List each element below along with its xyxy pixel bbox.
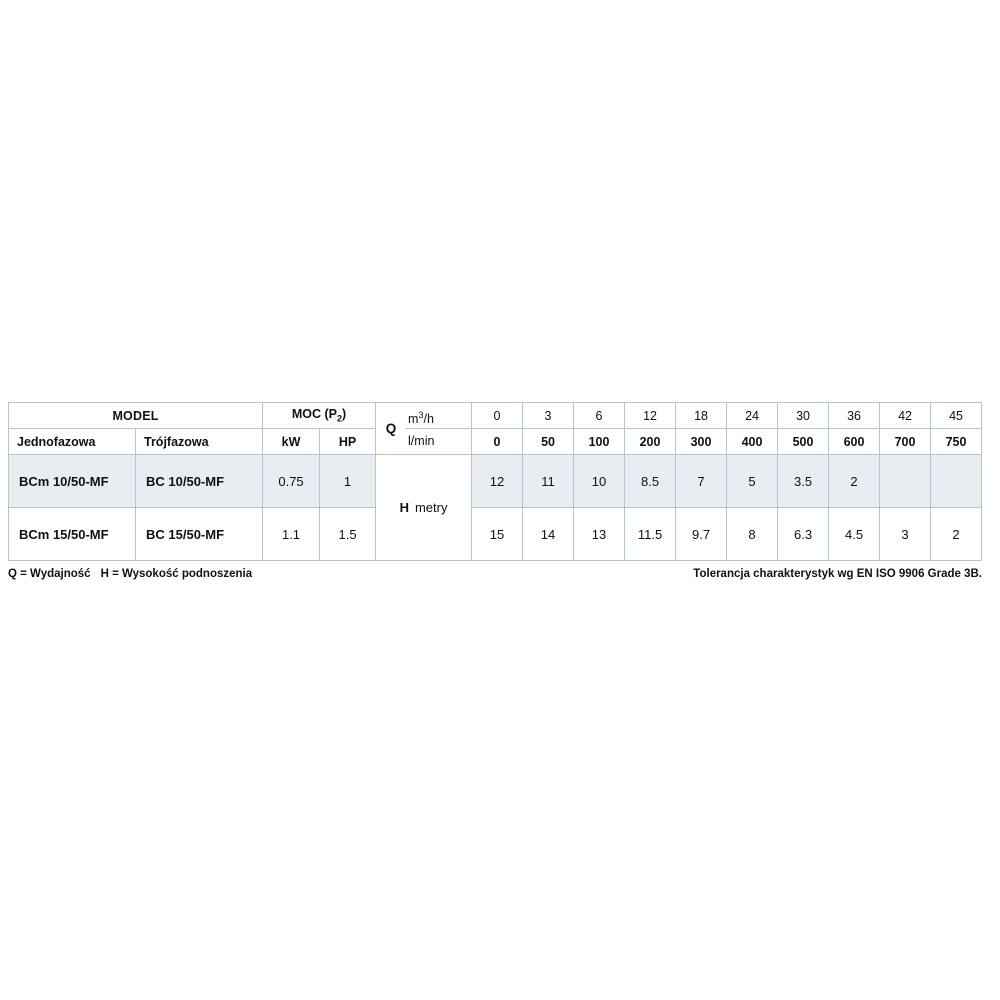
row1-val-8: 3 — [880, 508, 931, 561]
header-q-m3h-8: 42 — [880, 403, 931, 429]
header-q-m3h-3: 12 — [625, 403, 676, 429]
row0-val-3: 8.5 — [625, 455, 676, 508]
row0-val-4: 7 — [676, 455, 727, 508]
pump-spec-table — [8, 402, 982, 561]
row0-val-7: 2 — [829, 455, 880, 508]
row0-three-phase: BC 10/50-MF — [136, 455, 263, 508]
row1-val-7: 4.5 — [829, 508, 880, 561]
header-q-lmin-4: 300 — [676, 429, 727, 455]
row0-val-6: 3.5 — [778, 455, 829, 508]
header-hp: HP — [320, 429, 376, 455]
row0-val-0: 12 — [472, 455, 523, 508]
row0-kw: 0.75 — [263, 455, 320, 508]
header-q-letter: Q — [385, 421, 397, 436]
header-three-phase: Trójfazowa — [136, 429, 263, 455]
pump-spec-table-container — [8, 402, 982, 561]
row1-val-4: 9.7 — [676, 508, 727, 561]
header-q-lmin-0: 0 — [472, 429, 523, 455]
legend-q: Q = Wydajność — [8, 568, 91, 580]
row0-hp: 1 — [320, 455, 376, 508]
header-h-letter: H — [399, 500, 409, 515]
row1-val-1: 14 — [523, 508, 574, 561]
header-q-m3h-4: 18 — [676, 403, 727, 429]
header-q-lmin-9: 750 — [931, 429, 982, 455]
row0-val-1: 11 — [523, 455, 574, 508]
header-q-lmin-2: 100 — [574, 429, 625, 455]
header-q-lmin-6: 500 — [778, 429, 829, 455]
header-q-m3h-7: 36 — [829, 403, 880, 429]
row1-val-0: 15 — [472, 508, 523, 561]
table-row — [9, 508, 982, 561]
header-q-m3h-2: 6 — [574, 403, 625, 429]
header-h-metry — [376, 455, 472, 561]
header-q-m3h-9: 45 — [931, 403, 982, 429]
row1-val-2: 13 — [574, 508, 625, 561]
header-q-m3h-5: 24 — [727, 403, 778, 429]
row1-kw: 1.1 — [263, 508, 320, 561]
header-row-top — [9, 403, 982, 429]
header-model-group: MODEL — [9, 403, 263, 429]
header-q-m3h-6: 30 — [778, 403, 829, 429]
row1-single-phase: BCm 15/50-MF — [9, 508, 136, 561]
legend — [8, 568, 252, 580]
header-q-cell — [376, 403, 472, 455]
header-q-m3h-1: 3 — [523, 403, 574, 429]
row1-val-9: 2 — [931, 508, 982, 561]
footnotes — [8, 568, 982, 580]
header-h-unit: metry — [414, 500, 448, 515]
header-q-lmin-7: 600 — [829, 429, 880, 455]
row0-single-phase: BCm 10/50-MF — [9, 455, 136, 508]
row1-val-5: 8 — [727, 508, 778, 561]
row0-val-2: 10 — [574, 455, 625, 508]
row0-val-9 — [931, 455, 982, 508]
header-q-lmin-1: 50 — [523, 429, 574, 455]
tolerance-note: Tolerancja charakterystyk wg EN ISO 9906 Grade 3B. — [693, 568, 982, 580]
header-q-lmin-5: 400 — [727, 429, 778, 455]
table-row — [9, 455, 982, 508]
header-q-m3h-0: 0 — [472, 403, 523, 429]
legend-h: H = Wysokość podnoszenia — [100, 568, 253, 580]
row0-val-5: 5 — [727, 455, 778, 508]
header-power-group: MOC $(P_2)$ — [263, 403, 376, 429]
header-q-unit-m3h: $m^3/h$ — [408, 410, 434, 427]
header-row-bottom — [9, 429, 982, 455]
header-single-phase: Jednofazowa — [9, 429, 136, 455]
header-q-unit-lmin: l/min — [406, 428, 471, 454]
row1-val-3: 11.5 — [625, 508, 676, 561]
row0-val-8 — [880, 455, 931, 508]
header-kw: kW — [263, 429, 320, 455]
row1-three-phase: BC 15/50-MF — [136, 508, 263, 561]
row1-hp: 1.5 — [320, 508, 376, 561]
row1-val-6: 6.3 — [778, 508, 829, 561]
header-q-lmin-8: 700 — [880, 429, 931, 455]
header-q-lmin-3: 200 — [625, 429, 676, 455]
